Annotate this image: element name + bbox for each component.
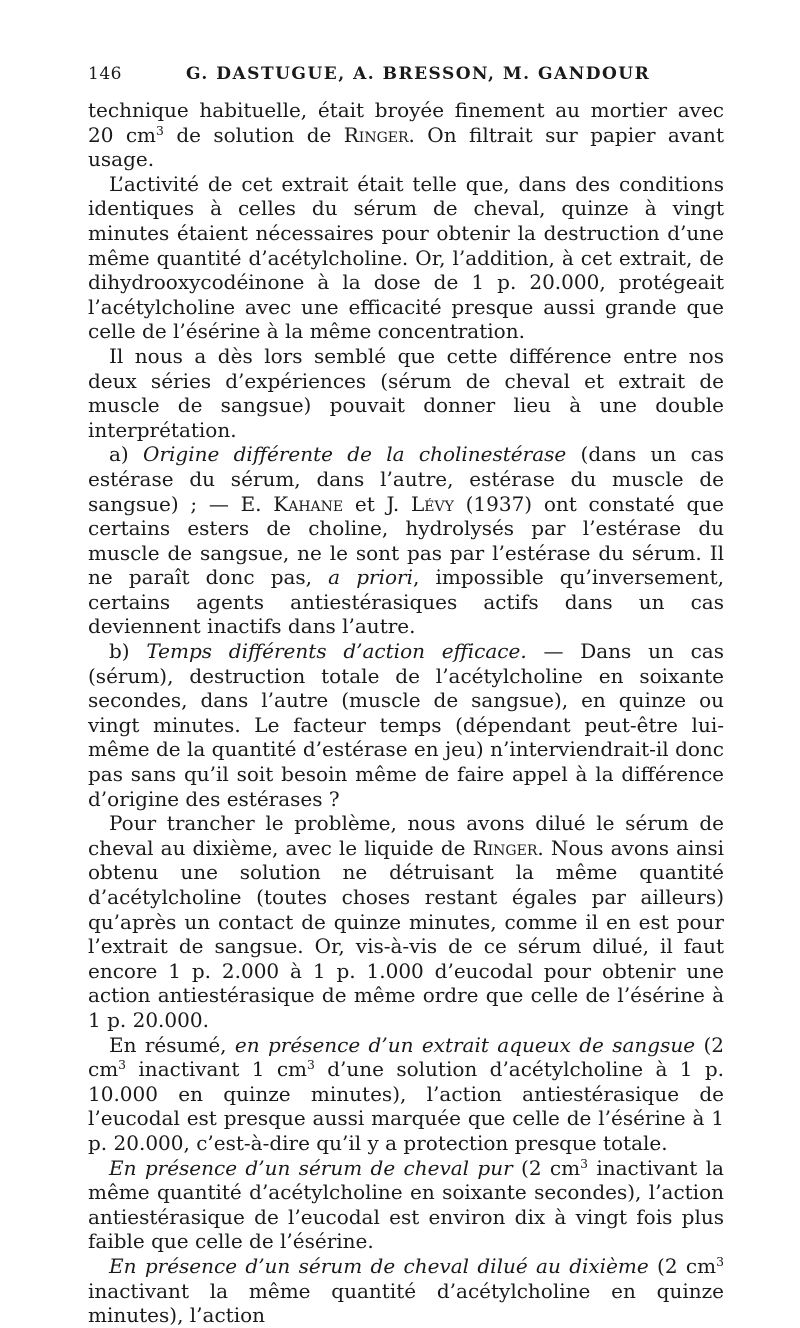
text-run: (dans un cas estérase du sérum, dans l’autre, estérase du muscle de sangsue) ; — E. <box>88 442 724 516</box>
small-caps-name: Lévy <box>411 491 454 516</box>
text-run: . On filtrait sur papier avant usage. <box>88 122 724 172</box>
italic-text: en présence d’un extrait aqueux de sangsue <box>234 1032 696 1057</box>
text-run: inactivant la même quantité d’acétylcholine en quinze minutes), l’action <box>88 1278 724 1328</box>
text-run: — Dans un cas (sérum), destruction totale de l’acétylcholine en soixante secondes, dans l’autre (muscle de sangsue), en quinze ou vingt minutes. Le facteur temps (dépendant peut-être lui-même de la quantité d’estérase en jeu) n’interviendrait-il donc pas sans qu’il soit besoin même de faire appel à la différence d’origine des estérases ? <box>88 639 724 811</box>
paragraph <box>88 172 724 344</box>
superscript: 3 <box>580 1155 588 1171</box>
body-text <box>88 98 724 1328</box>
superscript: 3 <box>716 1254 724 1270</box>
superscript: 3 <box>156 122 164 138</box>
small-caps-name: Kahane <box>273 491 344 516</box>
text-run: de solution de <box>163 122 344 147</box>
italic-text: a priori <box>328 565 413 590</box>
paragraph <box>88 98 724 172</box>
italic-text: Temps différents d’action efficace. <box>146 639 527 664</box>
text-run: b) <box>109 639 147 664</box>
text-run: , impossible qu’inversement, certains agents antiestérasiques actifs dans un cas deviennent inactifs dans l’autre. <box>88 565 724 639</box>
text-run: technique habituelle, était broyée finement au mortier avec 20 cm <box>88 98 724 147</box>
text-run: . Nous avons ainsi obtenu une solution ne détruisant la même quantité d’acétylcholine (toutes choses restant égales par ailleurs) qu’après un contact de quinze minutes, comme il en est pour l’extrait de sangsue. Or, vis-à-vis de ce sérum dilué, il faut encore 1 p. 2.000 à 1 p. 1.000 d’eucodal pour obtenir une action antiestérasique de même ordre que celle de l’ésérine à 1 p. 20.000. <box>88 835 724 1032</box>
text-run: d’une solution d’acétylcholine à 1 p. 10.000 en quinze minutes), l’action antiestérasique de l’eucodal est presque aussi marquée que celle de l’ésérine à 1 p. 20.000, c’est-à-dire qu’il y a protection presque totale. <box>88 1057 724 1155</box>
text-run: a) <box>109 442 144 467</box>
italic-text: En présence d’un sérum de cheval dilué au dixième <box>109 1253 649 1278</box>
text-run: inactivant 1 cm <box>126 1057 307 1082</box>
text-run: inactivant la même quantité d’acétylcholine en soixante secondes), l’action antiestérasique de l’eucodal est environ dix à vingt fois plus faible que celle de l’ésérine. <box>88 1155 724 1254</box>
paragraph <box>88 811 724 1032</box>
small-caps-name: Ringer <box>343 122 409 147</box>
running-head <box>88 64 724 98</box>
text-run: (2 cm <box>648 1253 717 1278</box>
text-run: Pour trancher le problème, nous avons dilué le sérum de cheval au dixième, avec le liquide de <box>88 811 724 860</box>
paragraph <box>88 639 724 811</box>
text-run: (1937) ont constaté que certains esters de choline, hydrolysés par l’estérase du muscle de sangsue, ne le sont pas par l’estérase du sérum. Il ne paraît donc pas, <box>88 491 724 590</box>
text-run: L’activité de cet extrait était telle que, dans des conditions identiques à celles du sérum de cheval, quinze à vingt minutes étaient nécessaires pour obtenir la destruction d’une même quantité d’acétylcholine. Or, l’addition, à cet extrait, de dihydrooxycodéinone à la dose de 1 p. 20.000, protégeait l’acétylcholine avec une efficacité presque aussi grande que celle de l’ésérine à la même concentration. <box>88 171 724 344</box>
text-run: et J. <box>343 491 412 516</box>
paragraph <box>88 442 724 639</box>
small-caps-name: Ringer <box>472 835 538 860</box>
italic-text: En présence d’un sérum de cheval pur <box>109 1155 513 1180</box>
page-number: 146 <box>88 64 122 84</box>
paragraph <box>88 344 724 442</box>
italic-text: Origine différente de la cholinestérase <box>143 442 567 467</box>
text-run: (2 cm <box>512 1155 581 1180</box>
text-run: En résumé, <box>109 1032 235 1057</box>
paragraph <box>88 1033 724 1156</box>
superscript: 3 <box>118 1057 127 1073</box>
paragraph <box>88 1156 724 1254</box>
running-head-authors: G. DASTUGUE, A. BRESSON, M. GANDOUR <box>186 64 651 84</box>
superscript: 3 <box>307 1057 315 1073</box>
text-run: Il nous a dès lors semblé que cette différence entre nos deux séries d’expériences (sérum de cheval et extrait de muscle de sangsue) pouvait donner lieu à une double interprétation. <box>88 343 724 442</box>
text-run: (2 cm <box>88 1032 724 1082</box>
